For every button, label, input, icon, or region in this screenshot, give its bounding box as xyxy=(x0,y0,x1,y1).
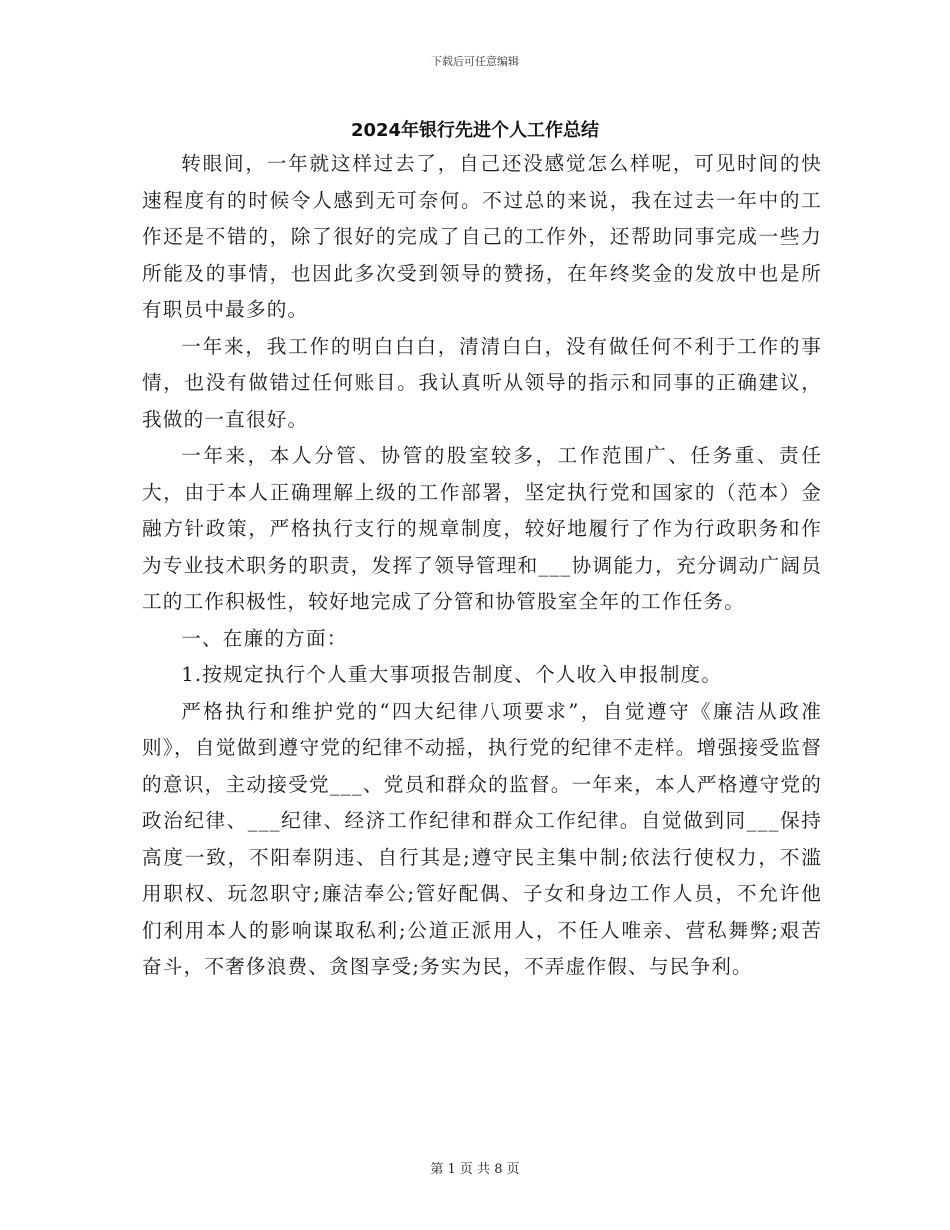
list-item-1: 1.按规定执行个人重大事项报告制度、个人收入申报制度。 xyxy=(181,663,723,686)
paragraph-responsibilities: 一年来，本人分管、协管的股室较多，工作范围广、任务重、责任大，由于本人正确理解上级的工作部署，坚定执行党和国家的（范本）金融方针政策，严格执行支行的规章制度，较好地履行了作为行政职务和作为专业技术职务的职责，发挥了领导管理和___协调能力，充分调动广阔员工的工作积极性，较好地完成了分管和协管股室全年的工作任务。 xyxy=(142,444,822,613)
paragraph-discipline: 严格执行和维护党的“四大纪律八项要求”，自觉遵守《廉洁从政准则》，自觉做到遵守党的纪律不动摇，执行党的纪律不走样。增强接受监督的意识，主动接受党___、党员和群众的监督。一年来，本人严格遵守党的政治纪律、___纪律、经济工作纪律和群众工作纪律。自觉做到同___保持高度一致，不阳奉阴违、自行其是;遵守民主集中制;依法行使权力，不滥用职权、玩忽职守;廉洁奉公;管好配偶、子女和身边工作人员，不允许他们利用本人的影响谋取私利;公道正派用人，不任人唯亲、营私舞弊;艰苦奋斗，不奢侈浪费、贪图享受;务实为民，不弄虚作假、与民争利。 xyxy=(142,699,822,978)
paragraph-intro: 转眼间，一年就这样过去了，自己还没感觉怎么样呢，可见时间的快速程度有的时候令人感到无可奈何。不过总的来说，我在过去一年中的工作还是不错的，除了很好的完成了自己的工作外，还帮助同事完成一些力所能及的事情，也因此多次受到领导的赞扬，在年终奖金的发放中也是所有职员中最多的。 xyxy=(142,152,822,321)
document-title: 2024年银行先进个人工作总结 xyxy=(350,120,600,141)
page-number: 第 1 页 共 8 页 xyxy=(430,1162,520,1177)
paragraph-integrity: 一年来，我工作的明白白白，清清白白，没有做任何不利于工作的事情，也没有做错过任何账目。我认真听从领导的指示和同事的正确建议，我做的一直很好。 xyxy=(142,334,822,431)
header-note: 下载后可任意编辑 xyxy=(431,55,519,68)
document-body xyxy=(142,146,822,986)
section-heading-integrity: 一、在廉的方面： xyxy=(181,626,348,650)
